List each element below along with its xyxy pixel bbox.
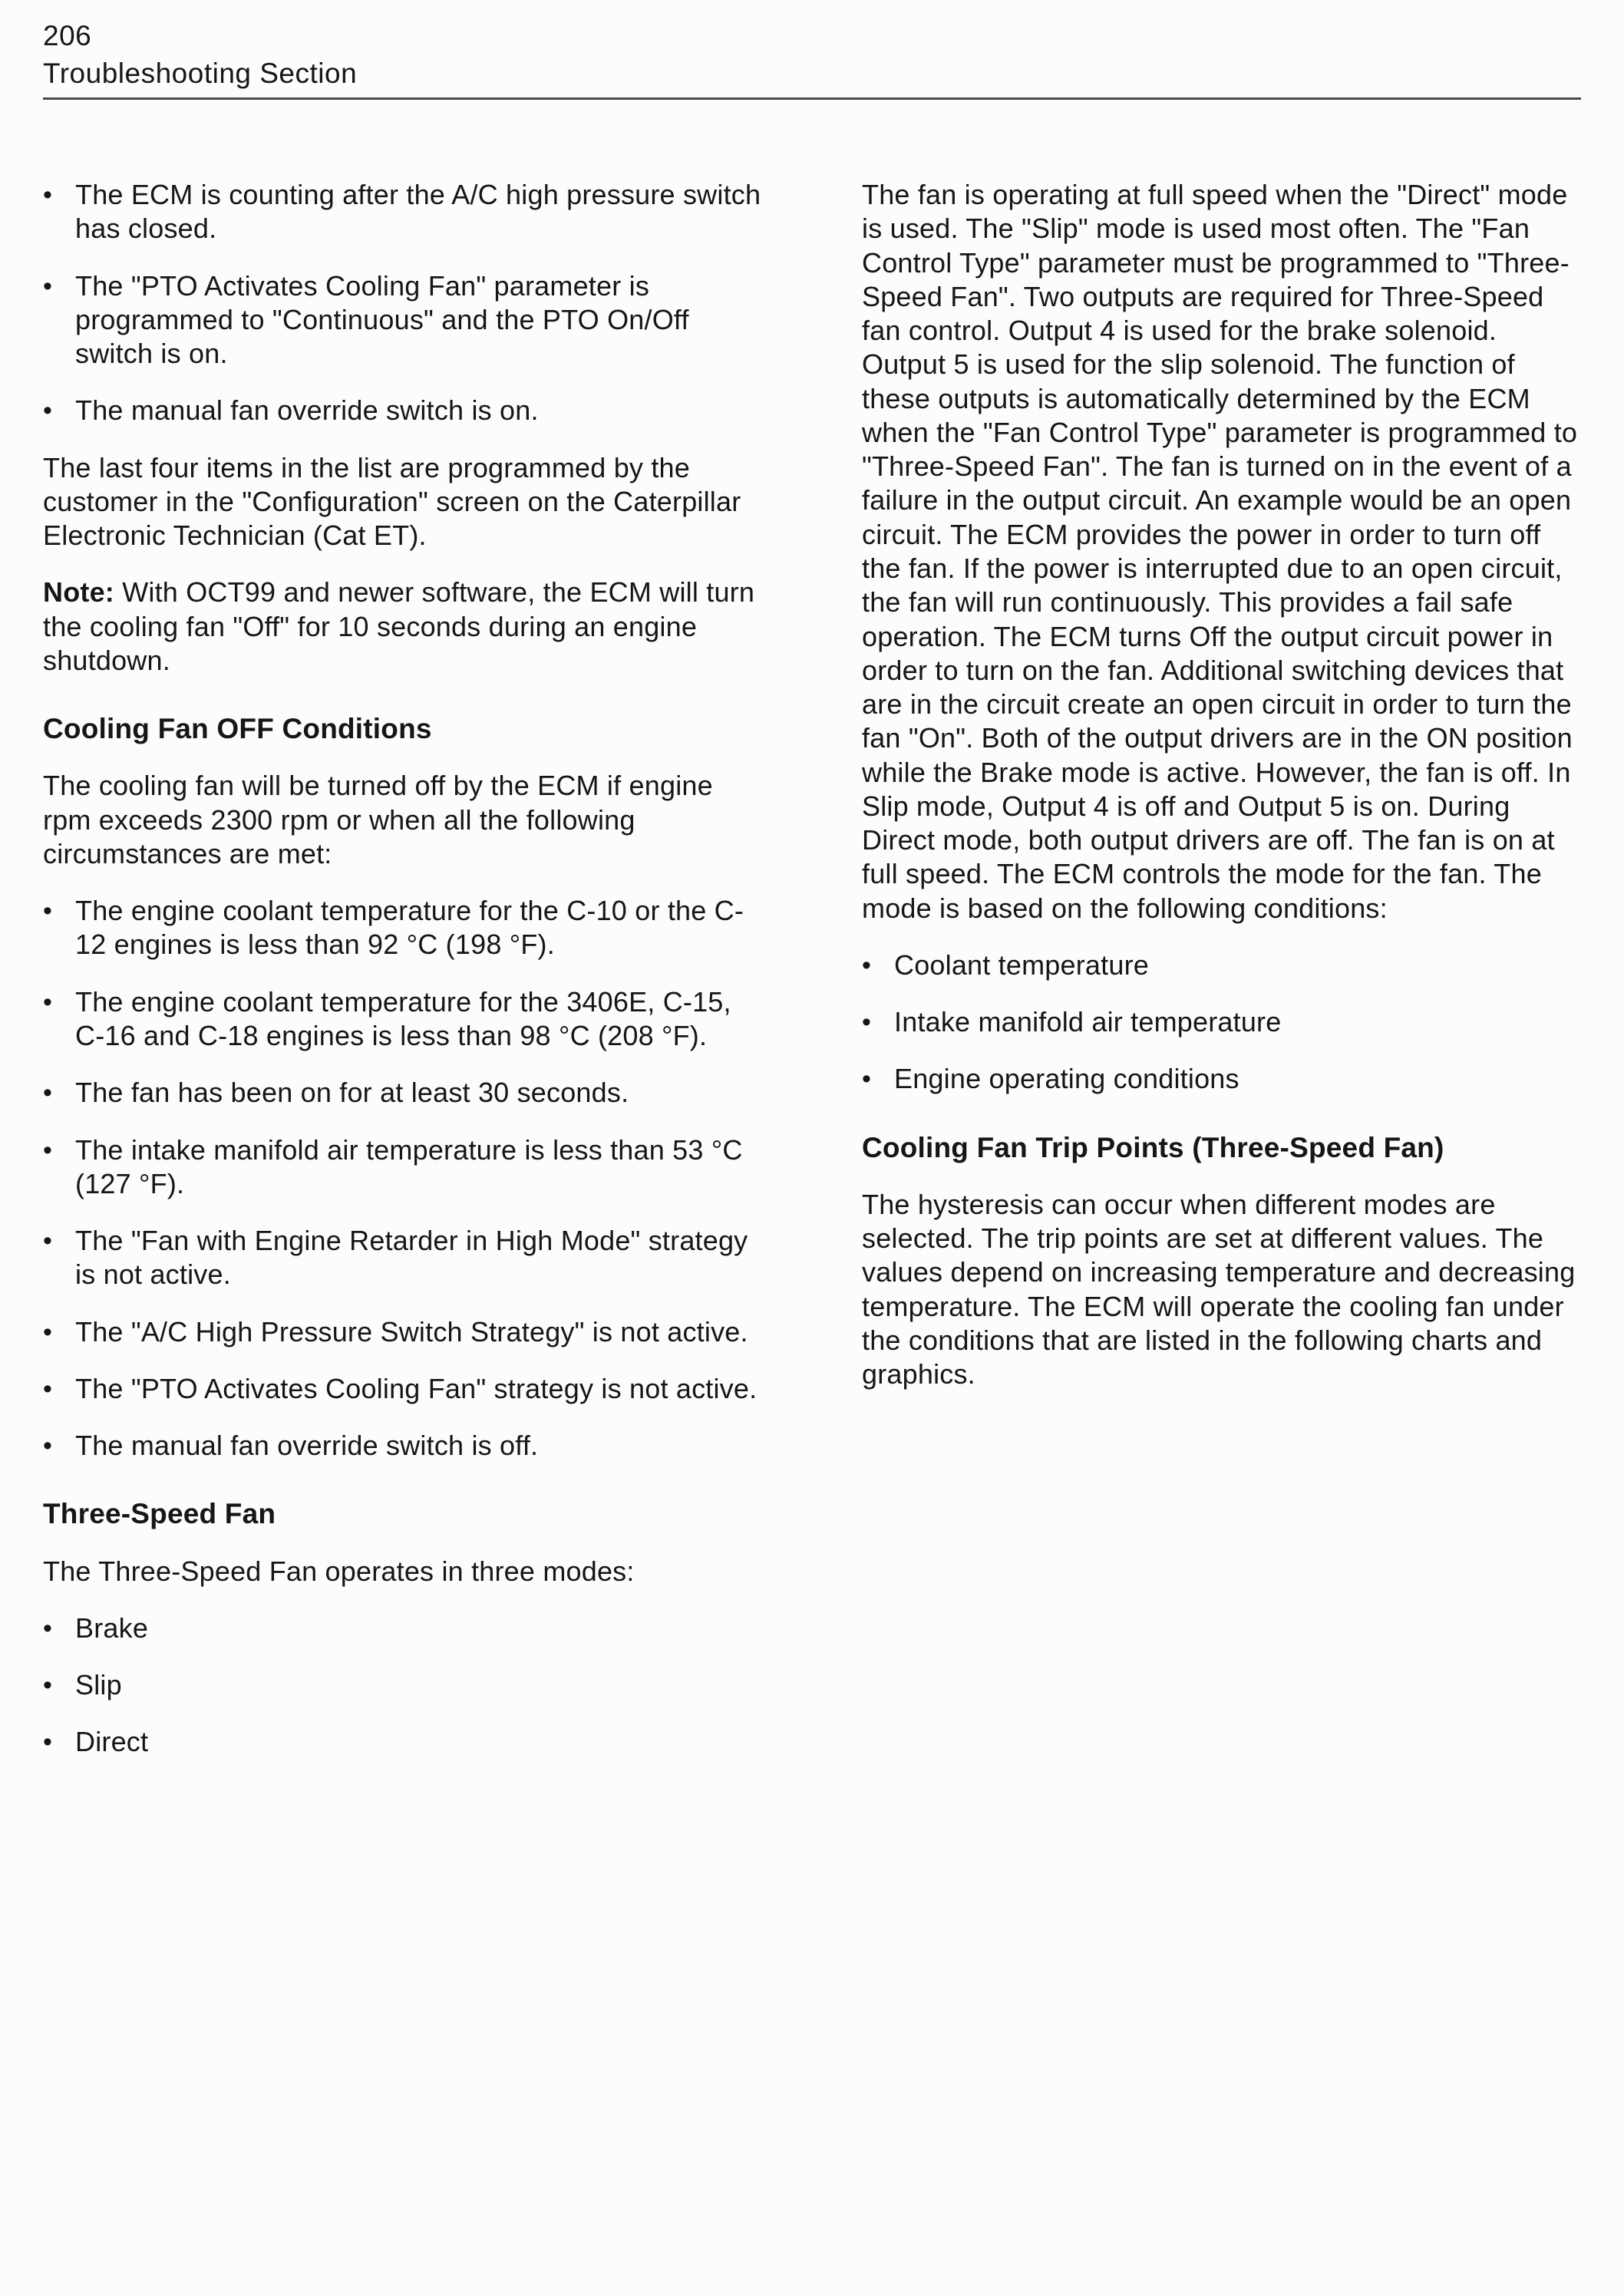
note-paragraph: Note: With OCT99 and newer software, the ECM will turn the cooling fan "Off" for 10 seconds during an engine shutdown. <box>43 576 755 677</box>
section-title: Troubleshooting Section <box>43 57 358 89</box>
header-rule <box>43 97 1581 100</box>
bullet-text: The "PTO Activates Cooling Fan" strategy is not active. <box>75 1372 758 1404</box>
bullet-text: The "Fan with Engine Retarder in High Mode" strategy is not active. <box>75 1225 748 1291</box>
bullet-text: Coolant temperature <box>894 948 1149 981</box>
bullet-text: Engine operating conditions <box>894 1063 1239 1095</box>
page-header <box>43 20 1581 100</box>
bullet-item <box>43 1133 762 1202</box>
bullet-marker: • <box>43 1727 52 1757</box>
bullet-marker: • <box>43 396 52 426</box>
bullet-item <box>862 1062 1581 1096</box>
bullet-item <box>43 178 762 246</box>
bullet-text: Brake <box>75 1611 149 1644</box>
section-heading: Cooling Fan Trip Points (Three-Speed Fan) <box>862 1131 1444 1163</box>
note-label: Note: <box>43 576 123 609</box>
bullet-marker: • <box>43 987 52 1017</box>
paragraph: The cooling fan will be turned off by the ECM if engine rpm exceeds 2300 rpm or when all the following circumstances are met: <box>43 770 713 869</box>
section-heading: Three-Speed Fan <box>43 1498 276 1530</box>
bullet-item <box>43 1372 762 1406</box>
bullet-text: The engine coolant temperature for the 3406E, C-15, C-16 and C-18 engines is less than 98 °C (208 °F). <box>75 985 731 1051</box>
bullet-marker: • <box>43 1317 52 1347</box>
bullet-item <box>43 1668 762 1702</box>
page-number: 206 <box>43 20 92 51</box>
two-column-body <box>43 178 1581 1782</box>
bullet-text: The manual fan override switch is on. <box>75 394 539 427</box>
bullet-text: Intake manifold air temperature <box>894 1006 1282 1038</box>
bullet-marker: • <box>862 1064 871 1094</box>
left-column <box>43 178 762 1782</box>
bullet-marker: • <box>862 1008 871 1037</box>
bullet-item <box>43 985 762 1054</box>
bullet-text: The intake manifold air temperature is less than 53 °C (127 °F). <box>75 1133 743 1199</box>
bullet-item <box>43 1429 762 1463</box>
bullet-item <box>43 394 762 427</box>
paragraph: The fan is operating at full speed when the "Direct" mode is used. The "Slip" mode is used most often. The "Fan Control Type" parameter must be programmed to "Three-Speed Fan". Two outputs are required for Three-Speed fan control. Output 4 is used for the brake solenoid. Output 5 is used for the slip solenoid. The function of these outputs is automatically determined by the ECM when the "Fan Control Type" parameter is programmed to "Three-Speed Fan". The fan is turned on in the event of a failure in the output circuit. An example would be an open circuit. The ECM provides the power in order to turn off the fan. If the power is interrupted due to an open circuit, the fan will run continuously. This provides a fail safe operation. The ECM turns Off the output circuit power in order to turn on the fan. Additional switching devices that are in the circuit create an open circuit in order to turn the fan "On". Both of the output drivers are in the ON position while the Brake mode is active. However, the fan is off. In Slip mode, Output 4 is off and Output 5 is on. During Direct mode, both output drivers are off. The fan is on at full speed. The ECM controls the mode for the fan. The mode is based on the following conditions: <box>862 179 1578 924</box>
paragraph: The hysteresis can occur when different modes are selected. The trip points are set at different values. The values depend on increasing temperature and decreasing temperature. The ECM will operate the cooling fan under the conditions that are listed in the following charts and graphics. <box>862 1188 1576 1390</box>
bullet-marker: • <box>43 896 52 926</box>
bullet-marker: • <box>43 1078 52 1108</box>
bullet-item <box>43 269 762 371</box>
bullet-marker: • <box>43 271 52 301</box>
bullet-text: Slip <box>75 1669 122 1701</box>
bullet-text: The fan has been on for at least 30 seconds. <box>75 1077 629 1109</box>
paragraph: The last four items in the list are programmed by the customer in the "Configuration" screen on the Caterpillar Electronic Technician (Cat ET). <box>43 451 741 552</box>
bullet-marker: • <box>43 1374 52 1404</box>
bullet-text: The "A/C High Pressure Switch Strategy" is not active. <box>75 1315 748 1348</box>
bullet-item <box>43 1611 762 1645</box>
bullet-text: The manual fan override switch is off. <box>75 1430 539 1462</box>
bullet-item <box>43 1076 762 1110</box>
bullet-text: The "PTO Activates Cooling Fan" parameter is programmed to "Continuous" and the PTO On/Off switch is on. <box>75 269 689 370</box>
paragraph: The Three-Speed Fan operates in three modes: <box>43 1555 635 1587</box>
bullet-text: Direct <box>75 1726 149 1758</box>
bullet-marker: • <box>43 1135 52 1165</box>
bullet-item <box>43 1315 762 1349</box>
bullet-marker: • <box>43 180 52 210</box>
bullet-marker: • <box>862 950 871 980</box>
bullet-item <box>43 1725 762 1759</box>
bullet-text: The engine coolant temperature for the C-10 or the C-12 engines is less than 92 °C (198 °F). <box>75 895 744 961</box>
bullet-marker: • <box>43 1671 52 1701</box>
section-heading: Cooling Fan OFF Conditions <box>43 713 432 745</box>
bullet-text: The ECM is counting after the A/C high pressure switch has closed. <box>75 179 761 245</box>
bullet-marker: • <box>43 1613 52 1643</box>
bullet-marker: • <box>43 1431 52 1461</box>
bullet-item <box>862 948 1581 982</box>
right-column <box>862 178 1581 1782</box>
bullet-item <box>43 894 762 962</box>
bullet-marker: • <box>43 1226 52 1256</box>
bullet-item <box>862 1005 1581 1039</box>
bullet-item <box>43 1224 762 1292</box>
